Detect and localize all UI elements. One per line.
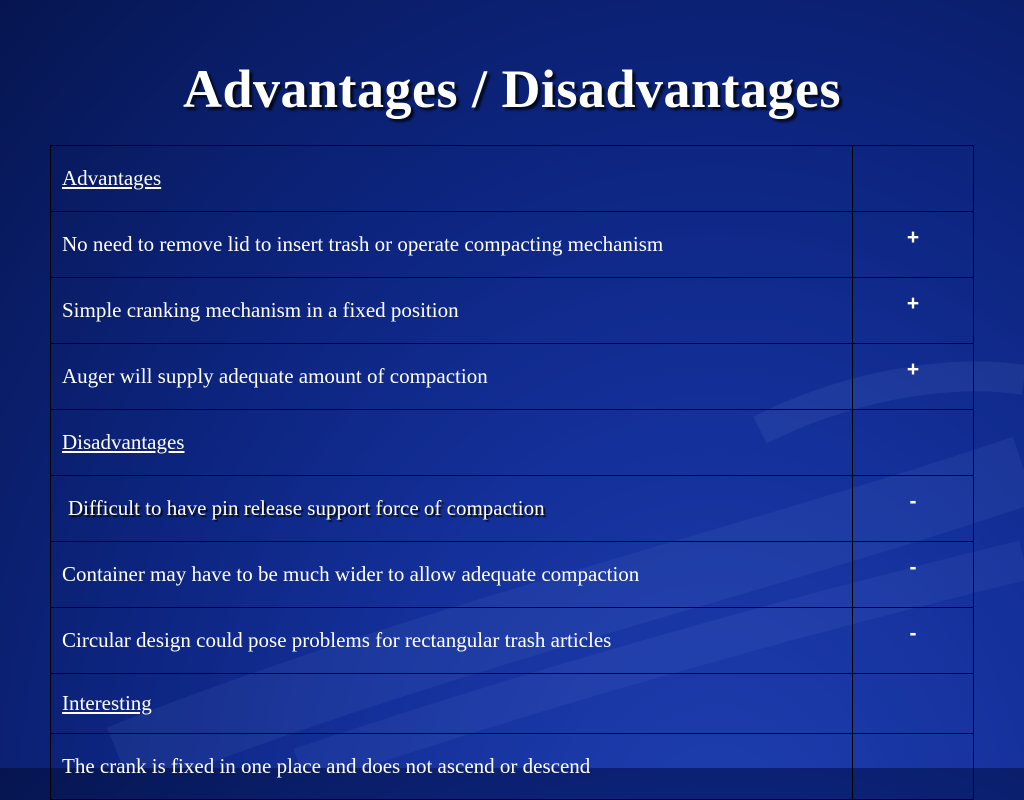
- section-heading-text: Disadvantages: [62, 430, 185, 454]
- table-row: [51, 542, 974, 608]
- advantages-disadvantages-table: [50, 145, 974, 800]
- section-heading-interesting: [51, 674, 853, 734]
- slide-title: Advantages / Disadvantages: [182, 59, 842, 119]
- plus-mark: +: [853, 344, 974, 410]
- table-row-advantages-heading: [51, 146, 974, 212]
- item-text: Difficult to have pin release support force of compaction: [68, 496, 545, 520]
- section-heading-text: Interesting: [62, 691, 152, 715]
- plus-mark: +: [853, 278, 974, 344]
- item-text: Auger will supply adequate amount of compaction: [51, 344, 853, 410]
- item-text: Simple cranking mechanism in a fixed position: [51, 278, 853, 344]
- table-row: [51, 608, 974, 674]
- mark-cell: [853, 410, 974, 476]
- table-row-interesting-heading: [51, 674, 974, 734]
- mark-cell: [853, 674, 974, 734]
- section-heading-text: Advantages: [62, 166, 162, 190]
- table-row: [51, 734, 974, 800]
- table-row-disadvantages-heading: [51, 410, 974, 476]
- mark-cell: [853, 146, 974, 212]
- mark-cell: [853, 734, 974, 800]
- plus-mark: +: [853, 212, 974, 278]
- table-row: [51, 278, 974, 344]
- section-heading-disadvantages: [51, 410, 853, 476]
- item-text: No need to remove lid to insert trash or operate compacting mechanism: [51, 212, 853, 278]
- item-text-cell: [51, 476, 853, 542]
- item-text: Circular design could pose problems for rectangular trash articles: [51, 608, 853, 674]
- minus-mark: -: [853, 608, 974, 674]
- table-row: [51, 212, 974, 278]
- table-row: [51, 344, 974, 410]
- minus-mark: -: [853, 476, 974, 542]
- table-row: [51, 476, 974, 542]
- minus-mark: -: [853, 542, 974, 608]
- section-heading-advantages: [51, 146, 853, 212]
- item-text: The crank is fixed in one place and does not ascend or descend: [51, 734, 853, 800]
- item-text: Container may have to be much wider to allow adequate compaction: [51, 542, 853, 608]
